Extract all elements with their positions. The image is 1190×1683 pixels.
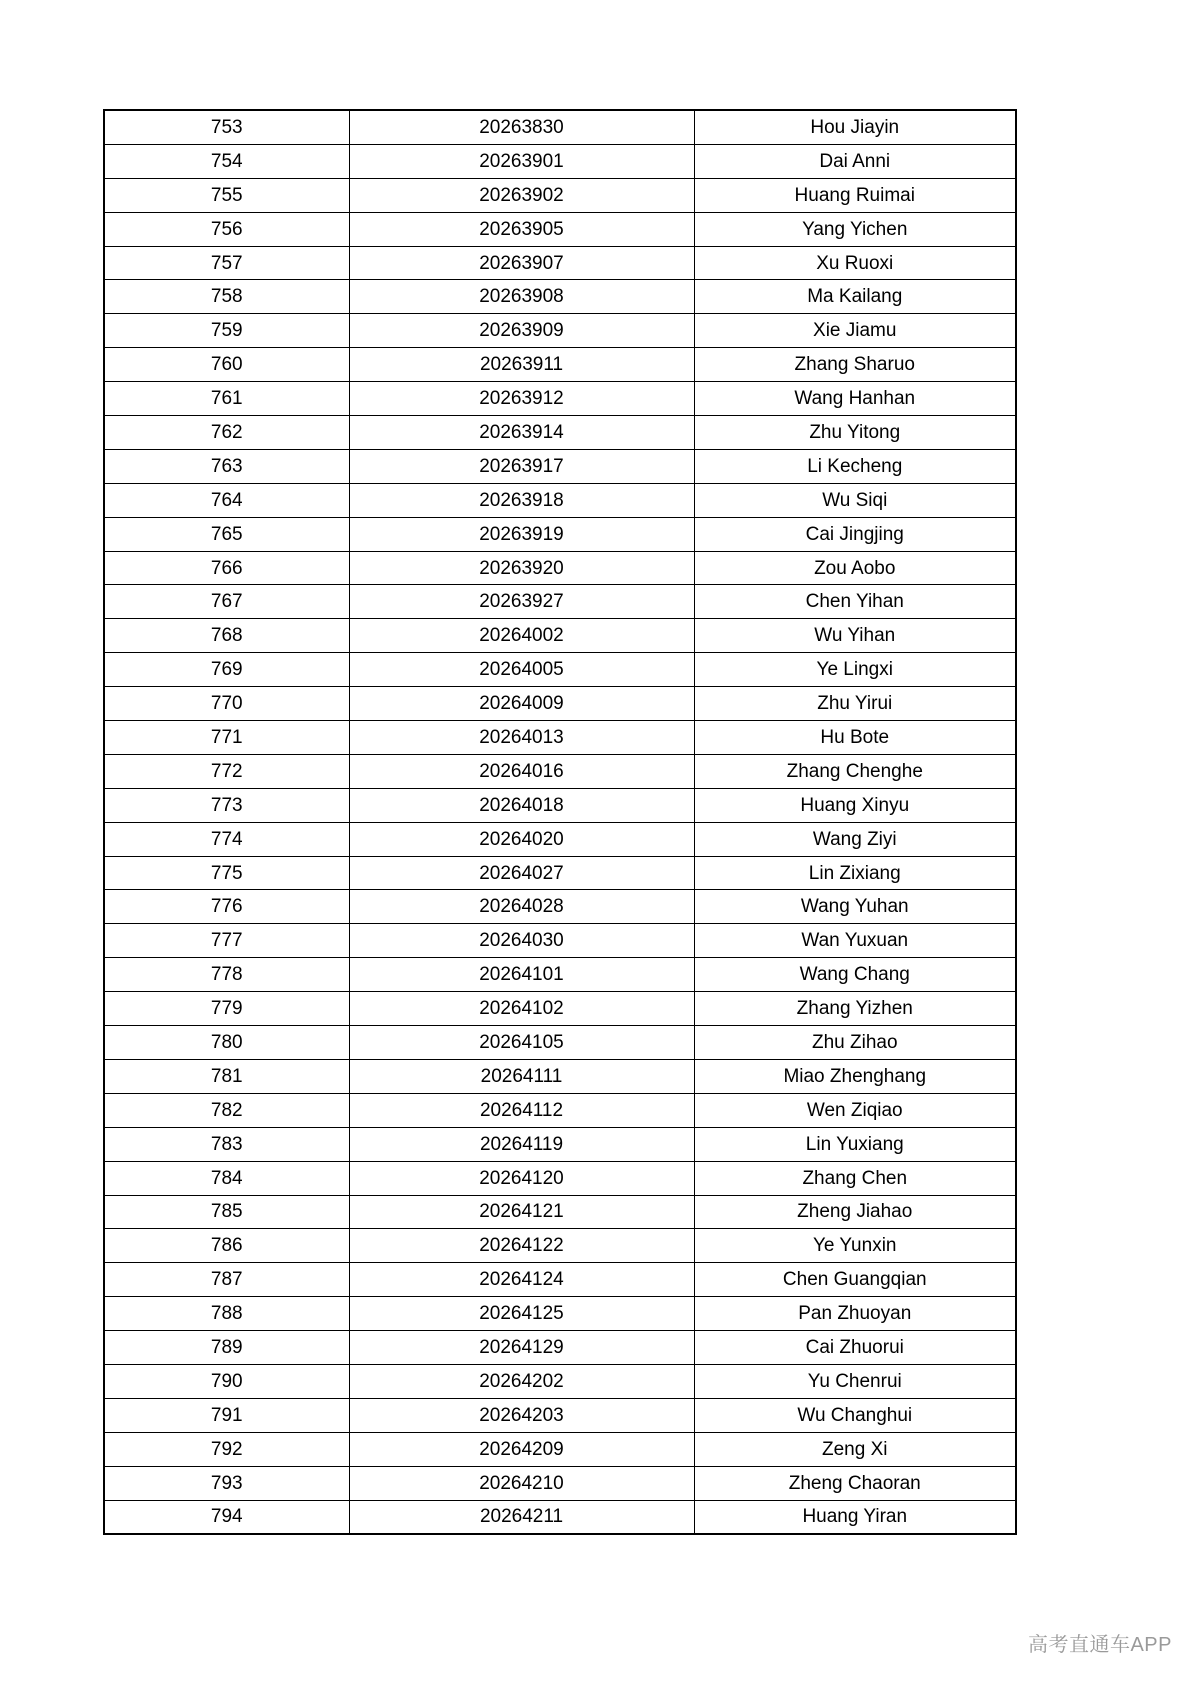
row-number-cell: 773 (104, 788, 349, 822)
student-id-cell: 20264016 (349, 754, 694, 788)
student-name-cell: Wang Chang (694, 958, 1016, 992)
student-id-cell: 20264105 (349, 1026, 694, 1060)
student-id-cell: 20263927 (349, 585, 694, 619)
table-row (104, 144, 1016, 178)
student-id-cell: 20264027 (349, 856, 694, 890)
student-name-cell: Zhang Sharuo (694, 348, 1016, 382)
table-row (104, 416, 1016, 450)
table-row (104, 280, 1016, 314)
row-number-cell: 765 (104, 517, 349, 551)
student-id-cell: 20263920 (349, 551, 694, 585)
row-number-cell: 770 (104, 687, 349, 721)
student-id-cell: 20264101 (349, 958, 694, 992)
row-number-cell: 754 (104, 144, 349, 178)
table-row (104, 1195, 1016, 1229)
row-number-cell: 787 (104, 1263, 349, 1297)
table-row (104, 890, 1016, 924)
student-id-cell: 20264210 (349, 1466, 694, 1500)
row-number-cell: 762 (104, 416, 349, 450)
table-row (104, 517, 1016, 551)
row-number-cell: 758 (104, 280, 349, 314)
student-name-cell: Miao Zhenghang (694, 1059, 1016, 1093)
table-row (104, 246, 1016, 280)
row-number-cell: 774 (104, 822, 349, 856)
table-row (104, 958, 1016, 992)
row-number-cell: 755 (104, 178, 349, 212)
row-number-cell: 775 (104, 856, 349, 890)
student-id-cell: 20264124 (349, 1263, 694, 1297)
table-row (104, 1364, 1016, 1398)
student-name-cell: Wu Yihan (694, 619, 1016, 653)
table-row (104, 483, 1016, 517)
table-row (104, 1331, 1016, 1365)
student-id-cell: 20264002 (349, 619, 694, 653)
student-name-cell: Yang Yichen (694, 212, 1016, 246)
student-name-cell: Wu Siqi (694, 483, 1016, 517)
student-id-cell: 20263914 (349, 416, 694, 450)
row-number-cell: 764 (104, 483, 349, 517)
student-id-cell: 20263901 (349, 144, 694, 178)
student-id-cell: 20263830 (349, 110, 694, 144)
student-name-cell: Zheng Jiahao (694, 1195, 1016, 1229)
roster-table-container (103, 109, 1015, 1535)
table-row (104, 992, 1016, 1026)
student-id-cell: 20263912 (349, 382, 694, 416)
row-number-cell: 784 (104, 1161, 349, 1195)
row-number-cell: 783 (104, 1127, 349, 1161)
student-id-cell: 20263909 (349, 314, 694, 348)
row-number-cell: 786 (104, 1229, 349, 1263)
student-name-cell: Zhu Zihao (694, 1026, 1016, 1060)
table-row (104, 687, 1016, 721)
table-row (104, 822, 1016, 856)
row-number-cell: 768 (104, 619, 349, 653)
student-id-cell: 20264102 (349, 992, 694, 1026)
row-number-cell: 794 (104, 1500, 349, 1534)
table-row (104, 178, 1016, 212)
student-name-cell: Wang Yuhan (694, 890, 1016, 924)
student-name-cell: Zhu Yitong (694, 416, 1016, 450)
student-name-cell: Zhang Chen (694, 1161, 1016, 1195)
student-id-cell: 20264209 (349, 1432, 694, 1466)
watermark-text: 高考直通车APP (1027, 1634, 1172, 1656)
student-name-cell: Huang Yiran (694, 1500, 1016, 1534)
student-name-cell: Wu Changhui (694, 1398, 1016, 1432)
table-row (104, 348, 1016, 382)
table-row (104, 212, 1016, 246)
student-name-cell: Wang Hanhan (694, 382, 1016, 416)
table-row (104, 1466, 1016, 1500)
row-number-cell: 780 (104, 1026, 349, 1060)
student-name-cell: Cai Jingjing (694, 517, 1016, 551)
student-id-cell: 20264020 (349, 822, 694, 856)
row-number-cell: 790 (104, 1364, 349, 1398)
student-name-cell: Hu Bote (694, 721, 1016, 755)
table-row (104, 1263, 1016, 1297)
table-row (104, 1500, 1016, 1534)
table-row (104, 110, 1016, 144)
row-number-cell: 769 (104, 653, 349, 687)
student-name-cell: Dai Anni (694, 144, 1016, 178)
row-number-cell: 782 (104, 1093, 349, 1127)
row-number-cell: 766 (104, 551, 349, 585)
student-id-cell: 20264202 (349, 1364, 694, 1398)
row-number-cell: 756 (104, 212, 349, 246)
row-number-cell: 781 (104, 1059, 349, 1093)
student-name-cell: Zhang Yizhen (694, 992, 1016, 1026)
student-id-cell: 20264125 (349, 1297, 694, 1331)
student-name-cell: Hou Jiayin (694, 110, 1016, 144)
table-row (104, 1432, 1016, 1466)
student-id-cell: 20264120 (349, 1161, 694, 1195)
table-row (104, 653, 1016, 687)
student-name-cell: Huang Xinyu (694, 788, 1016, 822)
student-id-cell: 20264013 (349, 721, 694, 755)
student-name-cell: Chen Yihan (694, 585, 1016, 619)
student-id-cell: 20264028 (349, 890, 694, 924)
student-name-cell: Zhu Yirui (694, 687, 1016, 721)
student-id-cell: 20264005 (349, 653, 694, 687)
student-name-cell: Huang Ruimai (694, 178, 1016, 212)
student-id-cell: 20263917 (349, 449, 694, 483)
student-name-cell: Chen Guangqian (694, 1263, 1016, 1297)
table-row (104, 1059, 1016, 1093)
student-name-cell: Lin Zixiang (694, 856, 1016, 890)
student-name-cell: Li Kecheng (694, 449, 1016, 483)
row-number-cell: 789 (104, 1331, 349, 1365)
student-name-cell: Ye Yunxin (694, 1229, 1016, 1263)
student-name-cell: Zhang Chenghe (694, 754, 1016, 788)
row-number-cell: 779 (104, 992, 349, 1026)
student-id-cell: 20264112 (349, 1093, 694, 1127)
table-row (104, 754, 1016, 788)
student-id-cell: 20264030 (349, 924, 694, 958)
row-number-cell: 767 (104, 585, 349, 619)
student-id-cell: 20264203 (349, 1398, 694, 1432)
roster-table (103, 109, 1017, 1535)
student-name-cell: Wan Yuxuan (694, 924, 1016, 958)
student-id-cell: 20264121 (349, 1195, 694, 1229)
row-number-cell: 753 (104, 110, 349, 144)
student-id-cell: 20264119 (349, 1127, 694, 1161)
table-row (104, 1297, 1016, 1331)
student-name-cell: Wen Ziqiao (694, 1093, 1016, 1127)
row-number-cell: 776 (104, 890, 349, 924)
student-name-cell: Ma Kailang (694, 280, 1016, 314)
student-name-cell: Lin Yuxiang (694, 1127, 1016, 1161)
row-number-cell: 777 (104, 924, 349, 958)
student-name-cell: Zheng Chaoran (694, 1466, 1016, 1500)
table-row (104, 1229, 1016, 1263)
row-number-cell: 793 (104, 1466, 349, 1500)
row-number-cell: 772 (104, 754, 349, 788)
table-row (104, 551, 1016, 585)
table-row (104, 449, 1016, 483)
table-row (104, 788, 1016, 822)
student-id-cell: 20264122 (349, 1229, 694, 1263)
student-name-cell: Xie Jiamu (694, 314, 1016, 348)
table-row (104, 1127, 1016, 1161)
table-row (104, 856, 1016, 890)
table-row (104, 382, 1016, 416)
student-id-cell: 20263918 (349, 483, 694, 517)
student-name-cell: Zeng Xi (694, 1432, 1016, 1466)
student-id-cell: 20264009 (349, 687, 694, 721)
roster-table-body (104, 110, 1016, 1534)
row-number-cell: 788 (104, 1297, 349, 1331)
table-row (104, 1093, 1016, 1127)
row-number-cell: 760 (104, 348, 349, 382)
student-name-cell: Zou Aobo (694, 551, 1016, 585)
student-id-cell: 20263908 (349, 280, 694, 314)
student-name-cell: Cai Zhuorui (694, 1331, 1016, 1365)
student-id-cell: 20264018 (349, 788, 694, 822)
student-id-cell: 20264111 (349, 1059, 694, 1093)
row-number-cell: 759 (104, 314, 349, 348)
student-id-cell: 20264211 (349, 1500, 694, 1534)
student-name-cell: Wang Ziyi (694, 822, 1016, 856)
row-number-cell: 791 (104, 1398, 349, 1432)
table-row (104, 619, 1016, 653)
row-number-cell: 778 (104, 958, 349, 992)
table-row (104, 585, 1016, 619)
row-number-cell: 763 (104, 449, 349, 483)
row-number-cell: 792 (104, 1432, 349, 1466)
student-id-cell: 20263902 (349, 178, 694, 212)
student-name-cell: Xu Ruoxi (694, 246, 1016, 280)
table-row (104, 1026, 1016, 1060)
row-number-cell: 757 (104, 246, 349, 280)
row-number-cell: 771 (104, 721, 349, 755)
student-name-cell: Pan Zhuoyan (694, 1297, 1016, 1331)
table-row (104, 1161, 1016, 1195)
row-number-cell: 785 (104, 1195, 349, 1229)
student-id-cell: 20263905 (349, 212, 694, 246)
table-row (104, 721, 1016, 755)
student-id-cell: 20263907 (349, 246, 694, 280)
student-name-cell: Yu Chenrui (694, 1364, 1016, 1398)
table-row (104, 1398, 1016, 1432)
student-id-cell: 20263919 (349, 517, 694, 551)
table-row (104, 314, 1016, 348)
student-id-cell: 20263911 (349, 348, 694, 382)
table-row (104, 924, 1016, 958)
row-number-cell: 761 (104, 382, 349, 416)
student-id-cell: 20264129 (349, 1331, 694, 1365)
student-name-cell: Ye Lingxi (694, 653, 1016, 687)
